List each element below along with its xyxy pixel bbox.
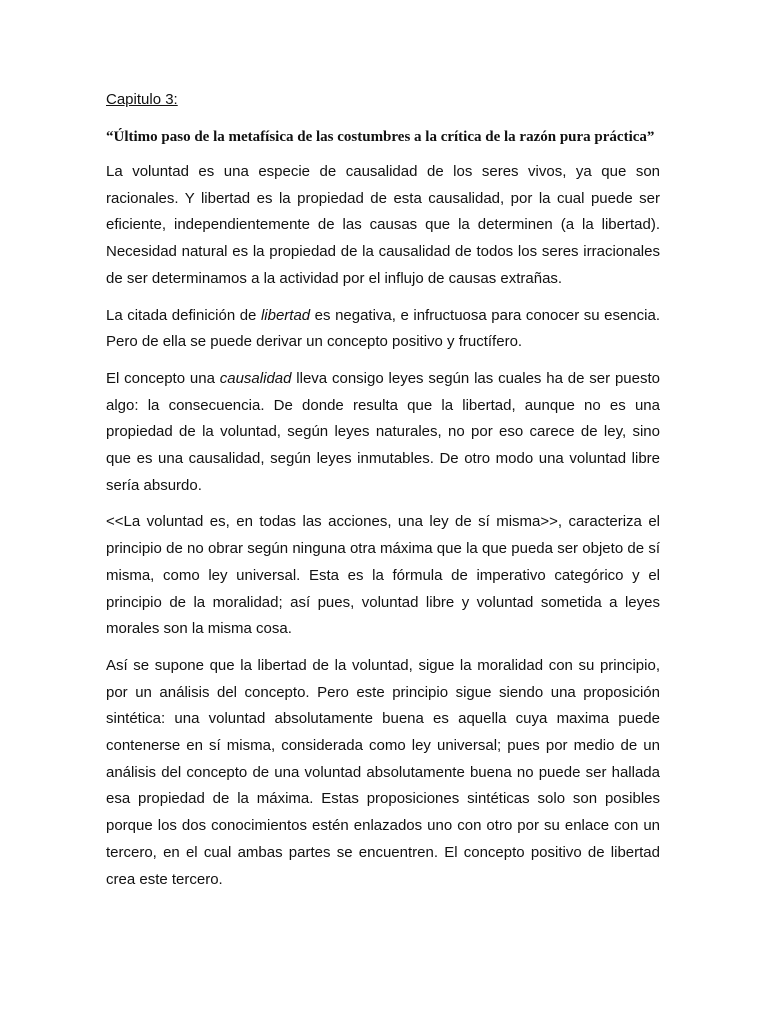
paragraph-2-text-after: es negativa, e infructuosa para conocer su esencia. Pero de ella se puede derivar un concepto positivo y fructífero. — [106, 306, 660, 351]
paragraph-5: Así se supone que la libertad de la voluntad, sigue la moralidad con su principio, por un análisis del concepto. Pero este principio sigue siendo una proposición sintética: una voluntad absolutamente buena es aquella cuya maxima puede contenerse en sí misma, considerada como ley universal; pues por medio de un análisis del concepto de una voluntad absolutamente buena no puede ser hallada esa propiedad de la máxima. Estas proposiciones sintéticas solo son posibles porque los dos conocimientos estén enlazados uno con otro por su enlace con un tercero, en el cual ambas partes se encuentren. El concepto positivo de libertad crea este tercero. — [106, 656, 660, 888]
paragraph-4: <<La voluntad es, en todas las acciones, una ley de sí misma>>, caracteriza el principio de no obrar según ninguna otra máxima que la que pueda ser objeto de sí misma, como ley universal. Esta es la fórmula de imperativo categórico y el principio de la moralidad; así pues, voluntad libre y voluntad sometida a leyes morales son la misma cosa. — [106, 513, 660, 638]
paragraph-1: La voluntad es una especie de causalidad de los seres vivos, ya que son racionales. Y libertad es la propiedad de esta causalidad, por la cual puede ser eficiente, independientemente de las causas que la determinen (a la libertad). Necesidad natural es la propiedad de la causalidad de todos los seres irracionales de ser determinamos a la actividad por el influjo de causas extrañas. — [106, 163, 660, 287]
paragraph-3-text-after: lleva consigo leyes según las cuales ha de ser puesto algo: la consecuencia. De donde resulta que la libertad, aunque no es una propiedad de la voluntad, según leyes naturales, no por eso carece de ley, sino que es una causalidad, según leyes inmutables. De otro modo una voluntad libre sería absurdo. — [106, 369, 661, 494]
paragraph-3 — [106, 366, 660, 500]
paragraph-3-text-before: El concepto una — [106, 369, 220, 387]
paragraph-2 — [106, 303, 660, 356]
document-content — [106, 90, 660, 893]
chapter-label: Capitulo 3: — [106, 91, 178, 108]
paragraph-2-text-before: La citada definición de — [106, 306, 261, 324]
chapter-title: “Último paso de la metafísica de las costumbres a la crítica de la razón pura práctica” — [106, 129, 655, 145]
paragraph-2-italic-term: libertad — [260, 306, 311, 324]
paragraph-3-italic-term: causalidad — [219, 369, 292, 387]
